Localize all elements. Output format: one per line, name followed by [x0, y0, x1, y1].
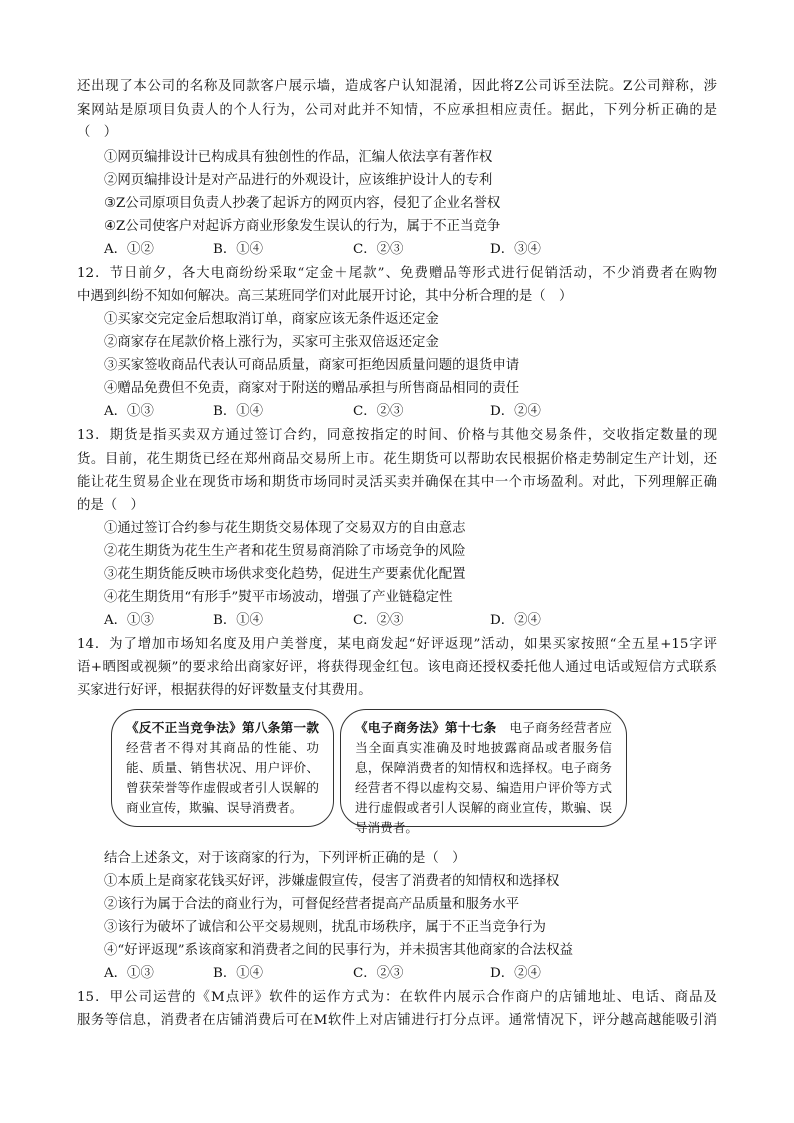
q13-line-3: 能让花生贸易企业在现货市场和期货市场同时灵活买卖并确保在其中一个市场盈利。对此，下列理解正确	[77, 475, 717, 490]
q14-option-d: D．②④	[490, 966, 541, 981]
q11-statement-2: ②网页编排设计是对产品进行的外观设计，应该维护设计人的专利	[104, 173, 493, 188]
q12-option-b: B．①④	[213, 404, 264, 419]
q15-line-2: 服务等信息，消费者在店铺消费后可在M软件上对店铺进行打分点评。通常情况下，评分越高越能吸引消	[77, 1013, 717, 1028]
q13-statement-4: ④花生期货用“有形手”熨平市场波动，增强了产业链稳定性	[104, 590, 453, 605]
q12-statement-4: ④赠品免费但不免责，商家对于附送的赠品承担与所售商品相同的责任	[104, 381, 520, 396]
q11-answer-paren: （ ）	[77, 125, 118, 140]
q14-question: 结合上述条文，对于该商家的行为，下列评析正确的是（ ）	[104, 851, 466, 866]
q12-option-d: D．②④	[490, 404, 541, 419]
q11-option-c: C．②③	[353, 242, 404, 257]
q13-statement-3: ③花生期货能反映市场供求变化趋势，促进生产要素优化配置	[104, 567, 466, 582]
q14-line-3: 买家进行好评，根据获得的好评数量支付其费用。	[77, 683, 372, 698]
law-box-left-body: 经营者不得对其商品的性能、功能、质量、销售状况、用户评价、曾获荣誉等作虚假或者引人误解的商业宣传，欺骗、误导消费者。	[126, 740, 319, 815]
law-box-right-title: 《电子商务法》第十七条	[355, 720, 497, 735]
q11-line-1: 还出现了本公司的名称及同款客户展示墙，造成客户认知混淆，因此将Z公司诉至法院。Z公司辩称，涉	[77, 79, 717, 94]
q13-statement-2: ②花生期货为花生生产者和花生贸易商消除了市场竞争的风险	[104, 544, 466, 559]
q14-statement-2: ②该行为属于合法的商业行为，可督促经营者提高产品质量和服务水平	[104, 897, 520, 912]
q11-option-d: D．③④	[490, 242, 541, 257]
q13-options	[104, 611, 664, 631]
q12-option-c: C．②③	[353, 404, 404, 419]
q14-options	[104, 964, 664, 984]
q13-option-b: B．①④	[213, 613, 264, 628]
q12-options	[104, 402, 664, 422]
q12-line-1: 12．节日前夕，各大电商纷纷采取“定金＋尾款”、免费赠品等形式进行促销活动，不少消费者在购物	[77, 266, 717, 281]
q11-line-2: 案网站是原项目负责人的个人行为，公司对此并不知情，不应承担相应责任。据此，下列分析正确的是	[77, 103, 717, 118]
q14-line-2: 语+晒图或视频”的要求给出商家好评，将获得现金红包。该电商还授权委托他人通过电话或短信方式联系	[77, 660, 717, 675]
q13-option-c: C．②③	[353, 613, 404, 628]
q13-line-4: 的是（ ）	[77, 498, 144, 513]
q12-line-2: 中遇到纠纷不知如何解决。高三某班同学们对此展开讨论，其中分析合理的是（ ）	[77, 289, 573, 304]
q13-option-a: A．①③	[104, 613, 154, 628]
q15-line-1: 15．甲公司运营的《M点评》软件的运作方式为：在软件内展示合作商户的店铺地址、电话、商品及	[77, 990, 717, 1005]
q13-line-2: 货。目前，花生期货已经在郑州商品交易所上市。花生期货可以帮助农民根据价格走势制定生产计划，还	[77, 452, 717, 467]
q13-option-d: D．②④	[490, 613, 541, 628]
q11-statement-4: ④Z公司使客户对起诉方商业形象发生误认的行为，属于不正当竞争	[104, 219, 501, 234]
q14-statement-3: ③该行为破坏了诚信和公平交易规则，扰乱市场秩序，属于不正当竞争行为	[104, 920, 546, 935]
q11-option-a: A．①②	[104, 242, 154, 257]
q14-statement-1: ①本质上是商家花钱买好评，涉嫌虚假宣传，侵害了消费者的知情权和选择权	[104, 874, 560, 889]
q11-statement-3: ③Z公司原项目负责人抄袭了起诉方的网页内容，侵犯了企业名誉权	[104, 196, 501, 211]
q14-line-1: 14．为了增加市场知名度及用户美誉度，某电商发起“好评返现”活动，如果买家按照“全五星+15字评	[77, 637, 717, 652]
q11-options	[104, 240, 664, 260]
law-box-right-body: 电子商务经营者应当全面真实准确及时地披露商品或者服务信息，保障消费者的知情权和选择权。电子商务经营者不得以虚构交易、编造用户评价等方式进行虚假或者引人误解的商业宣传，欺骗、误导消费者。	[355, 720, 613, 835]
q13-line-1: 13．期货是指买卖双方通过签订合约，同意按指定的时间、价格与其他交易条件，交收指定数量的现	[77, 428, 717, 443]
q14-option-c: C．②③	[353, 966, 404, 981]
law-box-anti-unfair-competition	[111, 709, 334, 827]
law-box-e-commerce	[340, 709, 627, 835]
q11-statement-1: ①网页编排设计已构成具有独创性的作品，汇编人依法享有著作权	[104, 150, 493, 165]
law-box-left-text	[126, 718, 319, 818]
q12-statement-2: ②商家存在尾款价格上涨行为，买家可主张双倍返还定金	[104, 335, 439, 350]
q13-statement-1: ①通过签订合约参与花生期货交易体现了交易双方的自由意志	[104, 521, 466, 536]
q12-option-a: A．①③	[104, 404, 154, 419]
q14-option-b: B．①④	[213, 966, 264, 981]
q14-option-a: A．①③	[104, 966, 154, 981]
q14-statement-4: ④“好评返现”系该商家和消费者之间的民事行为，并未损害其他商家的合法权益	[104, 943, 573, 958]
law-box-right-text	[355, 718, 612, 838]
law-box-left-title: 《反不正当竞争法》第八条第一款	[126, 720, 319, 735]
q12-statement-3: ③买家签收商品代表认可商品质量，商家可拒绝因质量问题的退货申请	[104, 358, 520, 373]
q11-option-b: B．①④	[213, 242, 264, 257]
q12-statement-1: ①买家交完定金后想取消订单，商家应该无条件返还定金	[104, 312, 439, 327]
